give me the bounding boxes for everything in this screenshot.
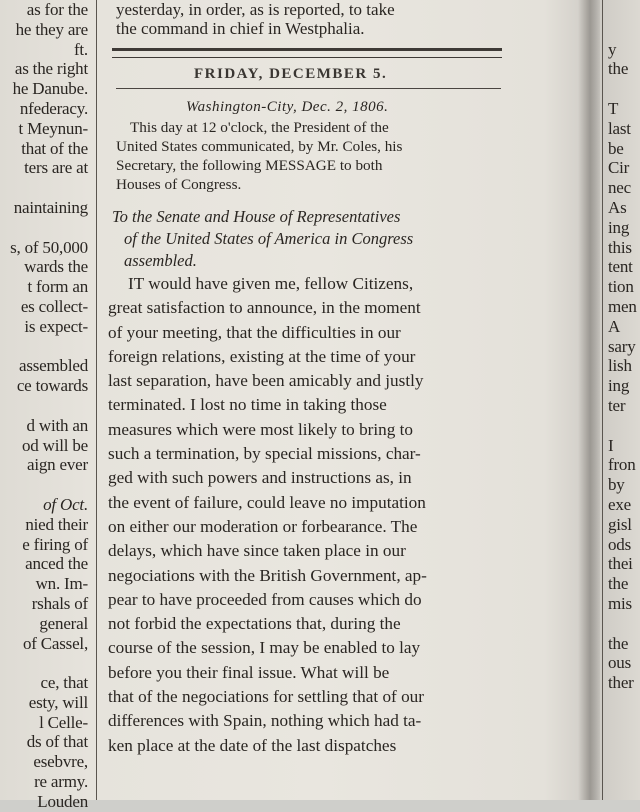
- fragment-line: nec: [608, 178, 631, 198]
- fragment-line: men: [608, 296, 637, 316]
- fragment-line: [0, 653, 92, 673]
- fragment-line: wards the: [24, 257, 88, 277]
- fragment-line: [0, 475, 92, 495]
- fragment-line: od will be: [22, 435, 88, 455]
- fragment-line: thei: [608, 554, 633, 574]
- fragment-line: he Danube.: [12, 79, 88, 99]
- fragment-line: this: [608, 237, 632, 257]
- fragment-line: T: [608, 98, 619, 118]
- date-heading: FRIDAY, DECEMBER 5.: [194, 66, 388, 82]
- fragment-line: es collect-: [20, 296, 88, 316]
- double-rule: [112, 48, 502, 58]
- page-fold-shadow: [578, 0, 600, 800]
- fragment-line: as the right: [14, 59, 88, 79]
- message-line: negociations with the British Government, ap-: [108, 565, 427, 585]
- fragment-line: y: [608, 39, 617, 59]
- fragment-line: of Oct.: [43, 494, 88, 514]
- fragment-line: ther: [608, 673, 634, 693]
- fragment-line: ing: [608, 217, 630, 237]
- message-line: ged with such powers and instructions as, in: [108, 468, 412, 488]
- message-line: differences with Spain, nothing which had ta-: [108, 711, 422, 731]
- intro-line: Houses of Congress.: [116, 176, 242, 193]
- message-line: last separation, have been amicably and justly: [108, 371, 424, 391]
- fragment-line: by: [608, 475, 625, 495]
- column-rule-left: [96, 0, 97, 800]
- fragment-line: e firing of: [22, 534, 88, 554]
- fragment-line: [604, 416, 640, 436]
- intro-paragraph: [100, 116, 584, 194]
- message-line: before you their final issue. What will be: [108, 662, 390, 682]
- heading-rule: [116, 88, 501, 89]
- fragment-line: d with an: [26, 415, 88, 435]
- dateline: Washington-City, Dec. 2, 1806.: [186, 99, 389, 115]
- fragment-line: I: [608, 435, 614, 455]
- fragment-line: t form an: [27, 277, 88, 297]
- top-line-2: the command in chief in Westphalia.: [116, 19, 365, 38]
- fragment-line: ft.: [73, 39, 88, 59]
- left-column-fragment: [0, 0, 92, 811]
- fragment-line: ce towards: [16, 376, 88, 396]
- fragment-line: as for the: [26, 0, 88, 19]
- fragment-line: fron: [608, 455, 636, 475]
- message-line: not forbid the expectations that, during the: [108, 614, 401, 634]
- fragment-line: Cir: [608, 158, 630, 178]
- fragment-line: of Cassel,: [22, 633, 88, 653]
- fragment-line: the: [608, 574, 629, 594]
- fragment-line: [0, 218, 92, 238]
- fragment-line: re army.: [34, 772, 88, 792]
- fragment-line: naintaining: [13, 197, 88, 217]
- fragment-line: lish: [608, 356, 632, 376]
- fragment-line: ters are at: [24, 158, 88, 178]
- fragment-line: he they are: [15, 19, 88, 39]
- fragment-line: gisl: [608, 514, 632, 534]
- intro-line: United States communicated, by Mr. Coles, his: [116, 138, 403, 155]
- address-salutation: [100, 206, 584, 272]
- fragment-line: tent: [608, 257, 633, 277]
- message-line: such a termination, by special missions, char-: [108, 444, 421, 464]
- fragment-line: last: [608, 118, 631, 138]
- fragment-line: [604, 79, 640, 99]
- fragment-line: [0, 178, 92, 198]
- address-line: of the United States of America in Congress: [124, 229, 414, 248]
- fragment-line: A: [608, 316, 621, 336]
- main-column: [100, 0, 584, 800]
- fragment-line: anced the: [25, 554, 88, 574]
- fragment-line: ce, that: [40, 673, 88, 693]
- fragment-line: aign ever: [27, 455, 88, 475]
- fragment-line: wn. Im-: [35, 574, 88, 594]
- fragment-line: the: [608, 633, 629, 653]
- right-column-fragment: [604, 0, 640, 800]
- fragment-line: t Meynun-: [18, 118, 88, 138]
- fragment-line: ing: [608, 376, 630, 396]
- message-line: great satisfaction to announce, in the moment: [108, 298, 421, 318]
- fragment-line: general: [39, 613, 88, 633]
- address-line: assembled.: [124, 251, 197, 270]
- fragment-line: is expect-: [24, 316, 88, 336]
- fragment-line: assembled: [18, 356, 88, 376]
- fragment-line: mis: [608, 593, 632, 613]
- message-line: terminated. I lost no time in taking those: [108, 395, 387, 415]
- message-line: course of the session, I may be enabled to lay: [108, 638, 421, 658]
- fragment-line: As: [608, 197, 627, 217]
- fragment-line: [0, 396, 92, 416]
- top-line: yesterday, in order, as is reported, to take: [116, 0, 395, 19]
- intro-line: This day at 12 o'clock, the President of the: [130, 119, 389, 136]
- fragment-line: tion: [608, 277, 634, 297]
- fragment-line: ter: [608, 395, 626, 415]
- fragment-line: that of the: [21, 138, 88, 158]
- message-line: ken place at the date of the last dispatches: [108, 735, 397, 755]
- fragment-line: nfederacy.: [19, 98, 88, 118]
- fragment-line: ods: [608, 534, 632, 554]
- fragment-line: [604, 614, 640, 634]
- message-line: IT would have given me, fellow Citizens,: [128, 274, 414, 293]
- fragment-line: [604, 0, 640, 20]
- message-line: of your meeting, that the difficulties in our: [108, 322, 401, 342]
- message-line: pear to have proceeded from causes which do: [108, 589, 422, 609]
- fragment-line: be: [608, 138, 624, 158]
- fragment-line: esty, will: [28, 692, 88, 712]
- fragment-line: ds of that: [26, 732, 88, 752]
- fragment-line: nied their: [25, 514, 88, 534]
- fragment-line: the: [608, 59, 629, 79]
- message-line: measures which were most likely to bring to: [108, 419, 414, 439]
- message-line: delays, which have since taken place in our: [108, 541, 406, 561]
- fragment-line: esebvre,: [33, 752, 88, 772]
- fragment-line: sary: [608, 336, 636, 356]
- message-line: foreign relations, existing at the time of your: [108, 346, 416, 366]
- fragment-line: rshals of: [31, 593, 88, 613]
- fragment-line: [0, 337, 92, 357]
- fragment-line: ous: [608, 653, 632, 673]
- fragment-line: [604, 20, 640, 40]
- message-line: that of the negociations for settling that of our: [108, 687, 424, 707]
- message-line: on either our moderation or forbearance. The: [108, 516, 418, 536]
- address-line: To the Senate and House of Representatives: [112, 207, 401, 226]
- fragment-line: Louden: [37, 791, 88, 811]
- fragment-line: exe: [608, 494, 631, 514]
- intro-line: Secretary, the following MESSAGE to both: [116, 157, 383, 174]
- fragment-line: l Celle-: [39, 712, 88, 732]
- fragment-line: s, of 50,000: [10, 237, 88, 257]
- message-text: [100, 272, 584, 758]
- message-line: the event of failure, could leave no imputation: [108, 492, 426, 512]
- column-rule-right: [602, 0, 603, 800]
